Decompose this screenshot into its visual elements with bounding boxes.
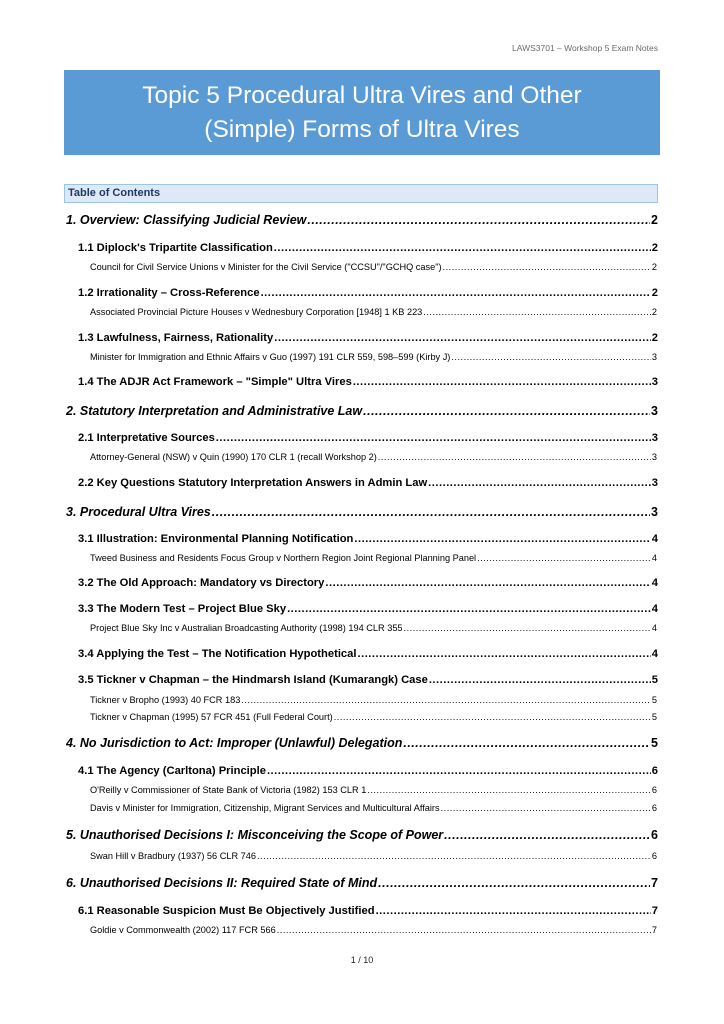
- toc-entry-subsection[interactable]: 1.2 Irrationality – Cross-Reference ..... 2: [78, 287, 658, 299]
- toc-entry-subsection[interactable]: 2.1 Interpretative Sources ..... 3: [78, 432, 658, 444]
- page-number: 1 / 10: [350, 955, 374, 965]
- toc-entry-subsection[interactable]: 1.3 Lawfulness, Fairness, Rationality ..... 2: [78, 332, 658, 344]
- toc-entry-section[interactable]: 4. No Jurisdiction to Act: Improper (Unlawful) Delegation ..... 5: [66, 736, 658, 750]
- toc-entry-subsection[interactable]: 3.4 Applying the Test – The Notification Hypothetical ..... 4: [78, 648, 658, 660]
- document-title-banner: [64, 70, 660, 155]
- toc-entry-subsection[interactable]: 3.2 The Old Approach: Mandatory vs Directory ..... 4: [78, 577, 658, 589]
- toc-entry-case[interactable]: Minister for Immigration and Ethnic Affairs v Guo (1997) 191 CLR 559, 598–599 (Kirby J) ..... 3: [90, 352, 657, 362]
- toc-entry-subsection[interactable]: 3.3 The Modern Test – Project Blue Sky ..... 4: [78, 603, 658, 615]
- toc-entry-case[interactable]: Tickner v Chapman (1995) 57 FCR 451 (Full Federal Court) ..... 5: [90, 712, 657, 722]
- toc-entry-case[interactable]: Project Blue Sky Inc v Australian Broadcasting Authority (1998) 194 CLR 355 ..... 4: [90, 623, 657, 633]
- toc-entry-section[interactable]: 3. Procedural Ultra Vires ..... 3: [66, 505, 658, 519]
- toc-heading: Table of Contents: [64, 184, 658, 203]
- toc-entry-case[interactable]: Davis v Minister for Immigration, Citizenship, Migrant Services and Multicultural Affairs ..... 6: [90, 803, 657, 813]
- toc-entry-subsection[interactable]: 3.5 Tickner v Chapman – the Hindmarsh Island (Kumarangk) Case ..... 5: [78, 674, 658, 686]
- toc-entry-case[interactable]: Swan Hill v Bradbury (1937) 56 CLR 746 ..... 6: [90, 851, 657, 861]
- toc-entry-section[interactable]: 2. Statutory Interpretation and Administrative Law ..... 3: [66, 404, 658, 418]
- toc-entry-subsection[interactable]: 1.1 Diplock's Tripartite Classification ..... 2: [78, 242, 658, 254]
- title-line-1: Topic 5 Procedural Ultra Vires and Other: [142, 81, 582, 109]
- toc-entry-case[interactable]: O'Reilly v Commissioner of State Bank of Victoria (1982) 153 CLR 1 ..... 6: [90, 785, 657, 795]
- toc-entry-subsection[interactable]: 1.4 The ADJR Act Framework – "Simple" Ultra Vires ..... 3: [78, 376, 658, 388]
- toc-entry-case[interactable]: Goldie v Commonwealth (2002) 117 FCR 566 ..... 7: [90, 925, 657, 935]
- toc-entry-section[interactable]: 5. Unauthorised Decisions I: Misconceiving the Scope of Power ..... 6: [66, 828, 658, 842]
- running-header: LAWS3701 – Workshop 5 Exam Notes: [512, 43, 658, 53]
- toc-entry-case[interactable]: Attorney-General (NSW) v Quin (1990) 170 CLR 1 (recall Workshop 2) ..... 3: [90, 452, 657, 462]
- toc-entry-case[interactable]: Associated Provincial Picture Houses v Wednesbury Corporation [1948] 1 KB 223 ..... 2: [90, 307, 657, 317]
- toc-entry-case[interactable]: Tickner v Bropho (1993) 40 FCR 183 ..... 5: [90, 695, 657, 705]
- toc-entry-case[interactable]: Council for Civil Service Unions v Minister for the Civil Service ("CCSU"/"GCHQ case") ..... 2: [90, 262, 657, 272]
- toc-entry-section[interactable]: 1. Overview: Classifying Judicial Review ..... 2: [66, 213, 658, 227]
- toc-entry-section[interactable]: 6. Unauthorised Decisions II: Required State of Mind ..... 7: [66, 876, 658, 890]
- toc-entry-case[interactable]: Tweed Business and Residents Focus Group v Northern Region Joint Regional Planning Panel ..... 4: [90, 553, 657, 563]
- toc-entry-subsection[interactable]: 6.1 Reasonable Suspicion Must Be Objectively Justified ..... 7: [78, 905, 658, 917]
- toc-entry-subsection[interactable]: 4.1 The Agency (Carltona) Principle ..... 6: [78, 765, 658, 777]
- title-line-2: (Simple) Forms of Ultra Vires: [204, 115, 520, 143]
- toc-entry-subsection[interactable]: 2.2 Key Questions Statutory Interpretation Answers in Admin Law ..... 3: [78, 477, 658, 489]
- toc-entry-subsection[interactable]: 3.1 Illustration: Environmental Planning Notification ..... 4: [78, 533, 658, 545]
